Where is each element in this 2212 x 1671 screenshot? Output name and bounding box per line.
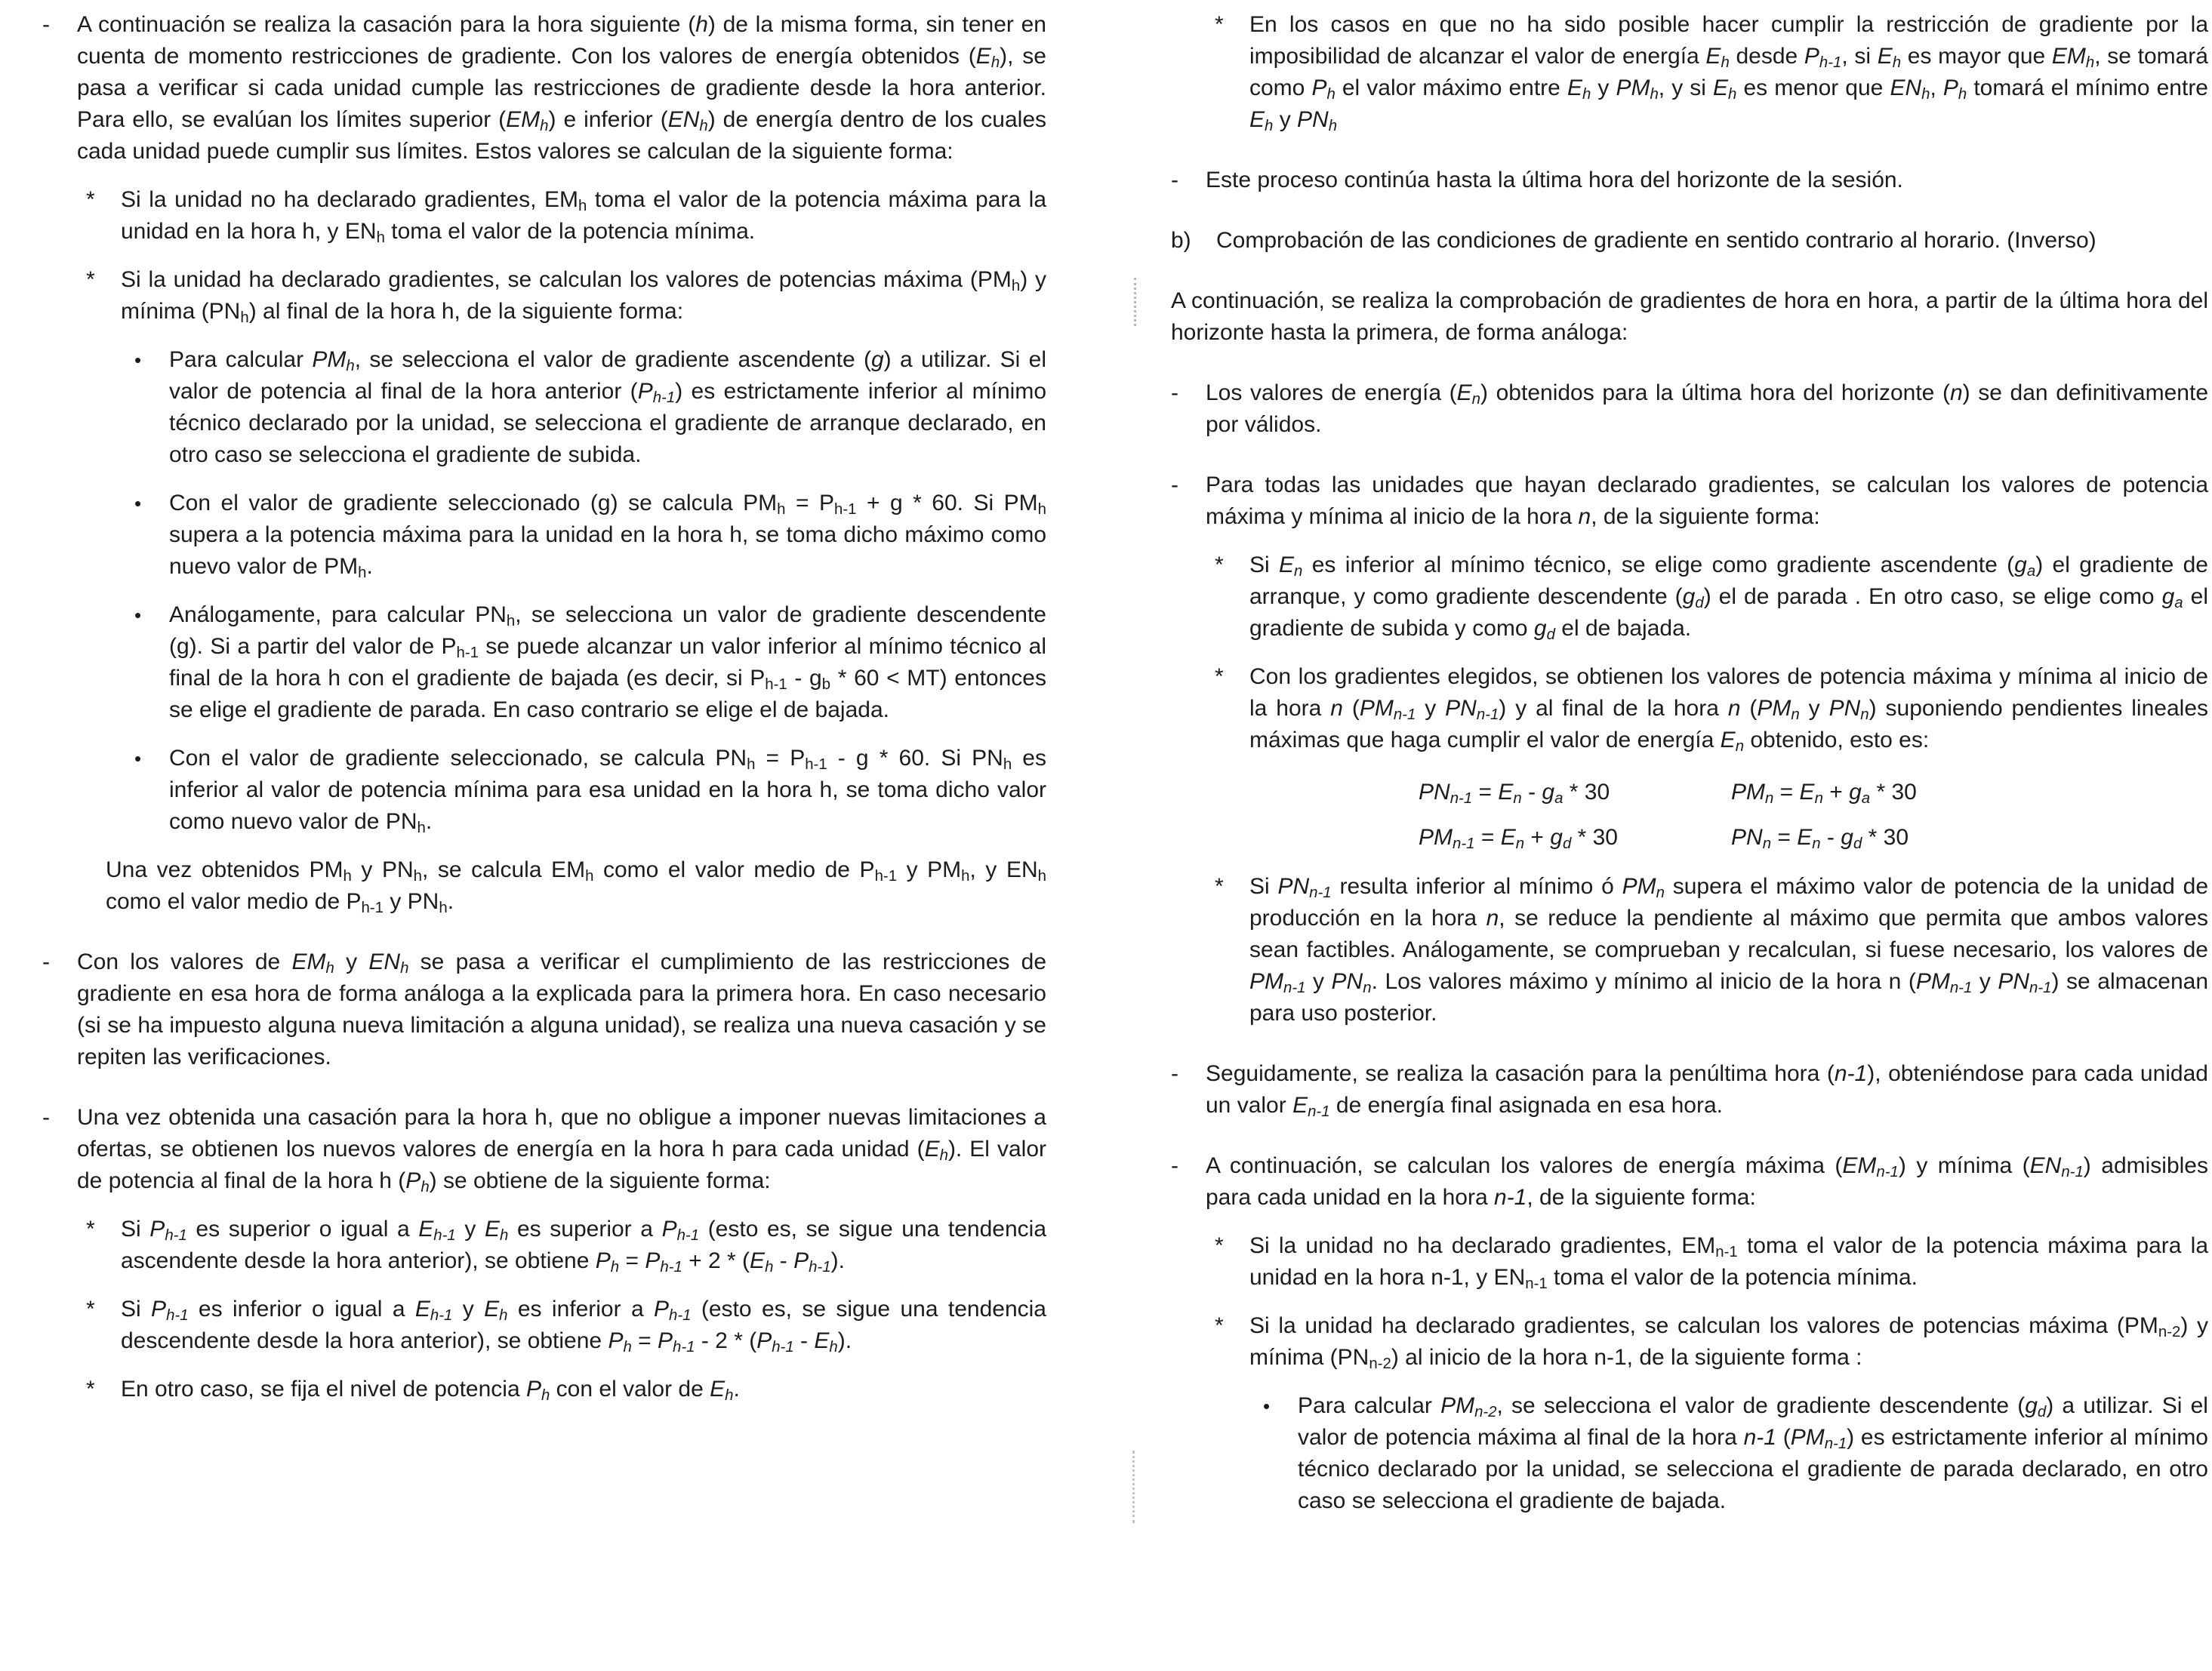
paragraph-text: Con los valores de $EM_h$ y $EN_h$ se pasa a verificar el cumplimiento de las restricciones de gradiente en esa hora de forma análoga a la explicada para la primera hora. En caso necesario (si se ha impuesto alguna nueva limitación a alguna unidad), se realiza una nueva casación y se repiten las verificaciones.	[77, 949, 1047, 1069]
list-item	[42, 743, 1046, 838]
list-item	[1171, 661, 2208, 756]
text-column-right	[1171, 9, 2208, 1517]
paragraph-text: Una vez obtenidos $PM_h$ y $PN_h$, se calcula $EM_h$ como el valor medio de $P_{h-1}$ y $PM_h$, y $EN_h$ como el valor medio de $P_{h-1}$ y $PN_h$.	[106, 857, 1046, 917]
star-marker: *	[1215, 12, 1224, 37]
list-item	[1171, 1230, 2208, 1294]
bullet-marker: •	[134, 349, 142, 371]
dash-marker: -	[1171, 380, 1178, 405]
paragraph-text: Si la unidad ha declarado gradientes, se calculan los valores de potencias máxima $(PM_h)$ y mínima $(PN_h)$ al final de la hora h, de la siguiente forma:	[121, 267, 1047, 327]
paragraph-text: Seguidamente, se realiza la casación para la penúltima hora (n-1), obteniéndose para cada unidad un valor $E_{n-1}$ de energía final asignada en esa hora.	[1206, 1061, 2208, 1121]
paragraph-text: Si $E_n$ es inferior al mínimo técnico, se elige como gradiente ascendente $(g_a)$ el gradiente de arranque, y como gradiente descendente $(g_d)$ el de parada . En otro caso, se elige como $g_a$ el gradiente de subida y como $g_d$ el de bajada.	[1249, 552, 2208, 644]
list-item	[42, 1294, 1046, 1357]
list-item	[42, 264, 1046, 328]
star-marker: *	[86, 267, 95, 292]
list-item	[1171, 1310, 2208, 1374]
bullet-marker: •	[134, 492, 142, 515]
star-marker: *	[1215, 874, 1224, 899]
list-item	[1171, 165, 2208, 196]
list-item	[1171, 1150, 2208, 1214]
bullet-marker: •	[134, 604, 142, 626]
star-marker: *	[1215, 1313, 1224, 1338]
dash-marker: -	[1171, 168, 1178, 192]
list-item	[42, 1374, 1046, 1405]
formula: $PN_{n-1} = E_n - g_a * 30$	[1419, 780, 1610, 808]
list-item	[1171, 9, 2208, 136]
star-marker: *	[86, 1377, 95, 1402]
star-marker: *	[86, 1297, 95, 1322]
paragraph-text: Con el valor de gradiente seleccionado (g) se calcula $PM_h = P_{h-1} + g * 60$. Si $PM_h$ supera a la potencia máxima para la unidad en la hora h, se toma dicho máximo como nuevo valor de $PM_h$.	[169, 491, 1046, 582]
star-marker: *	[86, 1217, 95, 1242]
paragraph-text: Si $P_{h-1}$ es inferior o igual a $E_{h-1}$ y $E_h$ es inferior a $P_{h-1}$ (esto es, se sigue una tendencia descendente desde la hora anterior), se obtiene $P_h = P_{h-1} - 2 * (P_{h-1} - E_h)$.	[121, 1297, 1046, 1356]
list-item	[1171, 1058, 2208, 1122]
text-column-left	[42, 9, 1046, 1405]
list-item	[1171, 549, 2208, 645]
bullet-marker: •	[134, 747, 142, 770]
dash-marker: -	[42, 1105, 50, 1130]
list-item	[1171, 1390, 2208, 1517]
list-item	[42, 488, 1046, 583]
paragraph-text: A continuación se realiza la casación para la hora siguiente (h) de la misma forma, sin tener en cuenta de momento restricciones de gradiente. Con los valores de energía obtenidos $(E_h)$, se pasa a verificar si cada unidad cumple las restricciones de gradiente desde la hora anterior. Para ello, se evalúan los límites superior $(EM_h)$ e inferior $(EN_h)$ de energía dentro de los cuales cada unidad puede cumplir sus límites. Estos valores se calculan de la siguiente forma:	[77, 12, 1047, 164]
list-item	[1171, 871, 2208, 1029]
paragraph-text: Para todas las unidades que hayan declarado gradientes, se calculan los valores de potencia máxima y mínima al inicio de la hora n, de la siguiente forma:	[1206, 472, 2208, 529]
paragraph-text: Los valores de energía $(E_n)$ obtenidos para la última hora del horizonte (n) se dan definitivamente por válidos.	[1206, 380, 2208, 437]
formula: $PM_n = E_n + g_a * 30$	[1731, 780, 1917, 808]
list-item	[42, 9, 1046, 168]
paragraph-text: A continuación, se realiza la comprobación de gradientes de hora en hora, a partir de la última hora del horizonte hasta la primera, de forma análoga:	[1171, 288, 2208, 345]
list-item	[42, 184, 1046, 248]
list-item	[42, 946, 1046, 1073]
paragraph-text: Con los gradientes elegidos, se obtienen los valores de potencia máxima y mínima al inicio de la hora n ($PM_{n-1}$ y $PN_{n-1}$) y al final de la hora n ($PM_n$ y $PN_n$) suponiendo pendientes lineales máximas que haga cumplir el valor de energía $E_n$ obtenido, esto es:	[1249, 664, 2208, 755]
paragraph-text: Para calcular $PM_{n-2}$, se selecciona el valor de gradiente descendente $(g_d)$ a utilizar. Si el valor de potencia máxima al final de la hora n-1 $(PM_{n-1})$ es estrictamente inferior al mínimo técnico declarado por la unidad, se selecciona el gradiente de parada declarado, en otro caso se selecciona el gradiente de bajada.	[1298, 1393, 2208, 1513]
paragraph-text: Para calcular $PM_h$, se selecciona el valor de gradiente ascendente (g) a utilizar. Si el valor de potencia al final de la hora anterior $(P_{h-1})$ es estrictamente inferior al mínimo técnico declarado por la unidad, se selecciona el gradiente de arranque declarado, en otro caso se selecciona el gradiente de subida.	[169, 347, 1047, 467]
scan-artifact-line	[1134, 278, 1136, 326]
paragraph-text: A continuación, se calculan los valores de energía máxima $(EM_{n-1})$ y mínima $(EN_{n-1})$ admisibles para cada unidad en la hora n-1, de la siguiente forma:	[1206, 1153, 2208, 1210]
formula: $PN_n = E_n - g_d * 30$	[1731, 825, 1909, 853]
list-item	[42, 1214, 1046, 1277]
star-marker: *	[86, 187, 95, 212]
scan-artifact-line	[1132, 1451, 1135, 1523]
paragraph-text: En los casos en que no ha sido posible hacer cumplir la restricción de gradiente por la imposibilidad de alcanzar el valor de energía $E_h$ desde $P_{h-1}$, si $E_h$ es mayor que $EM_h$, se tomará como $P_h$ el valor máximo entre $E_h$ y $PM_h$, y si $E_h$ es menor que $EN_h$, $P_h$ tomará el mínimo entre $E_h$ y $PN_h$	[1249, 12, 2208, 135]
dash-marker: -	[1171, 1153, 1178, 1178]
list-item	[42, 599, 1046, 726]
paragraph-text: Si la unidad no ha declarado gradientes, $EM_h$ toma el valor de la potencia máxima para la unidad en la hora h, y $EN_h$ toma el valor de la potencia mínima.	[121, 187, 1046, 247]
paragraph-text: Si $P_{h-1}$ es superior o igual a $E_{h-1}$ y $E_h$ es superior a $P_{h-1}$ (esto es, se sigue una tendencia ascendente desde la hora anterior), se obtiene $P_h = P_{h-1} + 2 * (E_h - P_{h-1})$.	[121, 1217, 1047, 1276]
dash-marker: -	[1171, 1061, 1178, 1086]
list-item	[1171, 225, 2208, 257]
paragraph-text: Si $PN_{n-1}$ resulta inferior al mínimo ó $PM_n$ supera el máximo valor de potencia de la unidad de producción en la hora n, se reduce la pendiente al máximo que permita que ambos valores sean factibles. Análogamente, se comprueban y recalculan, si fuese necesario, los valores de $PM_{n-1}$ y $PN_n$. Los valores máximo y mínimo al inicio de la hora n ($PM_{n-1}$ y $PN_{n-1}$) se almacenan para uso posterior.	[1249, 874, 2209, 1026]
star-marker: *	[1215, 552, 1224, 577]
list-item	[1171, 377, 2208, 441]
b-marker: b)	[1171, 228, 1191, 253]
paragraph	[1171, 285, 2208, 349]
formula: $PM_{n-1} = E_n + g_d * 30$	[1419, 825, 1618, 853]
list-item	[1171, 469, 2208, 533]
paragraph-text: En otro caso, se fija el nivel de potencia $P_h$ con el valor de $E_h$.	[121, 1377, 740, 1405]
star-marker: *	[1215, 664, 1224, 689]
dash-marker: -	[42, 12, 50, 37]
star-marker: *	[1215, 1233, 1224, 1258]
formula-group	[1171, 776, 2208, 854]
paragraph-text: Este proceso continúa hasta la última hora del horizonte de la sesión.	[1206, 168, 1903, 192]
paragraph-text: Comprobación de las condiciones de gradiente en sentido contrario al horario. (Inverso)	[1216, 228, 2096, 253]
list-item	[42, 1102, 1046, 1197]
paragraph-text: Con el valor de gradiente seleccionado, se calcula $PN_h = P_{h-1} - g * 60$. Si $PN_h$ es inferior al valor de potencia mínima para esa unidad en la hora h, se toma dicho valor como nuevo valor de $PN_h$.	[169, 746, 1046, 837]
paragraph-text: Si la unidad no ha declarado gradientes, $EM_{n-1}$ toma el valor de la potencia máxima para la unidad en la hora n-1, y $EN_{n-1}$ toma el valor de la potencia mínima.	[1249, 1233, 2208, 1293]
dash-marker: -	[42, 949, 50, 974]
list-item	[42, 344, 1046, 471]
paragraph-text: Una vez obtenida una casación para la hora h, que no obligue a imponer nuevas limitaciones a ofertas, se obtienen los nuevos valores de energía en la hora h para cada unidad $(E_h)$. El valor de potencia al final de la hora h $(P_h)$ se obtiene de la siguiente forma:	[77, 1105, 1046, 1196]
paragraph	[42, 854, 1046, 918]
paragraph-text: Si la unidad ha declarado gradientes, se calculan los valores de potencias máxima $(PM_{n-2})$ y mínima $(PN_{n-2})$ al inicio de la hora n-1, de la siguiente forma :	[1249, 1313, 2209, 1373]
paragraph-text: Análogamente, para calcular $PN_h$, se selecciona un valor de gradiente descendente (g). Si a partir del valor de $P_{h-1}$ se puede alcanzar un valor inferior al mínimo técnico al final de la hora h con el gradiente de bajada (es decir, si $P_{h-1} - g_b * 60 < MT$) entonces se elige el gradiente de parada. En caso contrario se elige el de bajada.	[169, 602, 1046, 722]
dash-marker: -	[1171, 472, 1178, 497]
bullet-marker: •	[1263, 1395, 1271, 1417]
